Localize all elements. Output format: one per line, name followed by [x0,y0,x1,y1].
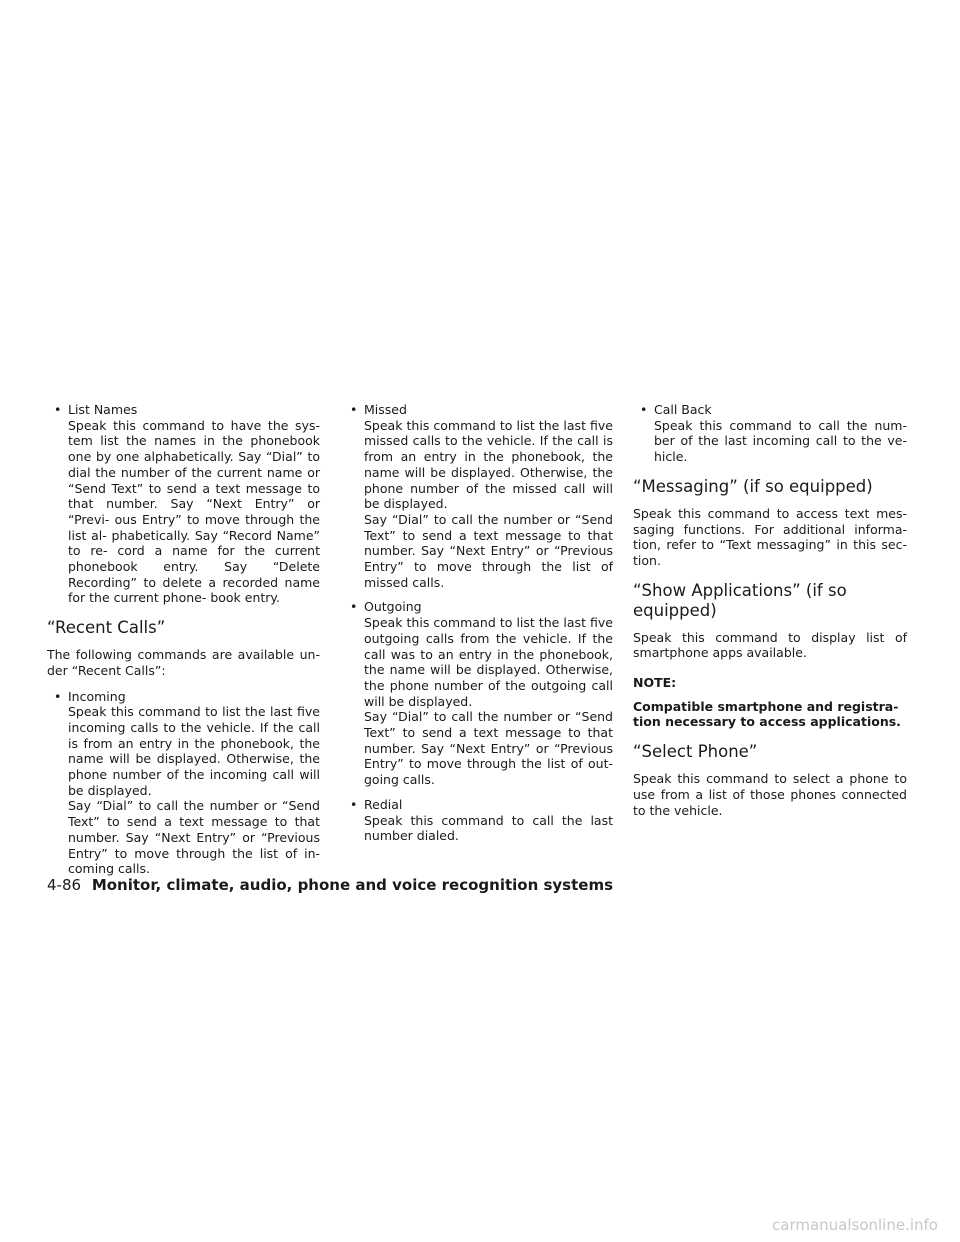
heading-messaging: “Messaging” (if so equipped) [633,476,873,496]
command-term: Call Back [654,402,712,417]
messaging-text: Speak this command to access text mes- saging functions. For additional informa- tion, refer to “Text messaging” in this sec- tion. [633,505,907,568]
bullet-dot: • [350,599,358,615]
show-applications-text: Speak this command to display list of smartphone apps available. [633,629,907,661]
list-item-redial [343,797,613,844]
column-3 [633,402,907,828]
command-description-2: Say “Dial” to call the number or “Send Text” to send a text message to that number. Say “Next Entry” or “Previous Entry” to move through the list of in- coming calls. [68,798,320,877]
bullet-dot: • [350,796,358,812]
command-term: Redial [364,796,403,812]
heading-recent-calls: “Recent Calls” [47,618,166,638]
bullet-dot: • [350,402,358,417]
watermark: carmanualsonline.info [772,1216,938,1234]
page-number: 4-86 [47,876,82,894]
list-item-missed [343,402,613,590]
list-item-list-names [47,402,320,606]
list-item-incoming [47,689,320,877]
command-description: Speak this command to call the last number dialed. [364,812,613,844]
command-description: Speak this command to list the last five incoming calls to the vehicle. If the call is from an entry in the phonebook, the name will be displayed. Otherwise, the phone number of the incoming call will be displayed. [68,704,320,798]
bullet-dot: • [54,688,62,704]
recent-calls-intro: The following commands are available un- der “Recent Calls”: [47,647,320,678]
command-term: Missed [364,402,407,417]
column-1 [47,402,320,886]
note-text: Compatible smartphone and registra- tion necessary to access applications. [633,698,901,730]
column-2 [343,402,613,853]
command-description: Speak this command to list the last five missed calls to the vehicle. If the call is from an entry in the phonebook, the name will be displayed. Otherwise, the phone number of the missed call will be displayed. [364,417,613,512]
heading-show-applications: “Show Applications” (if so equipped) [633,580,847,620]
command-description-2: Say “Dial” to call the number or “Send Text” to send a text message to that number. Say “Next Entry” or “Previous Entry” to move through the list of out- going calls. [364,709,613,788]
section-title: Monitor, climate, audio, phone and voice recognition systems [91,876,614,894]
list-item-call-back [633,402,907,465]
command-description-2: Say “Dial” to call the number or “Send Text” to send a text message to that number. Say “Next Entry” or “Previous Entry” to move through the list of missed calls. [364,511,613,590]
command-description: Speak this command to list the last five outgoing calls from the vehicle. If the call was to an entry in the phonebook, the name will be displayed. Otherwise, the phone number of the outgoing call will be displayed. [364,615,613,709]
command-term: Incoming [68,688,126,704]
bullet-dot: • [640,402,648,417]
note-label: NOTE: [633,675,677,691]
heading-select-phone: “Select Phone” [633,742,758,762]
command-term: List Names [68,402,138,417]
command-term: Outgoing [364,599,422,615]
page-footer [47,875,613,895]
list-item-outgoing [343,599,613,787]
command-description: Speak this command to call the num- ber of the last incoming call to the ve- hicle. [654,417,907,465]
select-phone-text: Speak this command to select a phone to use from a list of those phones connected to the vehicle. [633,771,907,818]
bullet-dot: • [54,402,62,417]
command-description: Speak this command to have the sys- tem list the names in the phonebook one by one alphabetically. Say “Dial” to dial the number of the current name or “Send Text” to send a text message to that number. Say “Next Entry” or “Previ- ous Entry” to move through the list al- phabetically. Say “Record Name” to re- cord a name for the current phonebook entry. Say “Delete Recording” to delete a recorded name for the current phone- book entry. [68,417,320,606]
